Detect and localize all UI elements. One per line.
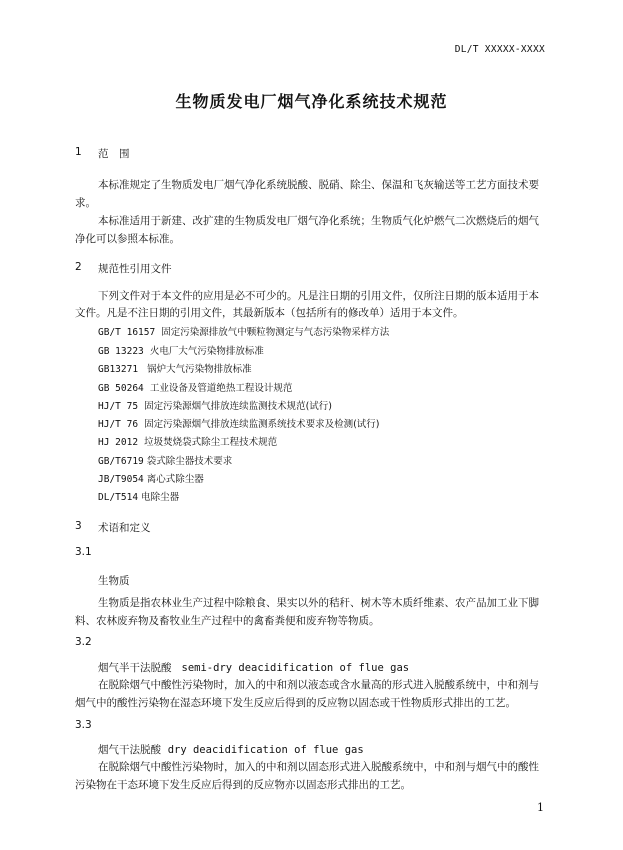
reference-code: GB 13223 [98, 346, 144, 357]
reference-item [98, 398, 332, 412]
reference-code: HJ/T 76 [98, 419, 139, 430]
term-1-name: 生物质 [98, 575, 130, 587]
term-2-number: 3.2 [75, 636, 92, 648]
term-3-definition-line-1: 在脱除烟气中酸性污染物时，加入的中和剂以固态形式进入脱酸系统中，中和剂与烟气中的酸性 [98, 761, 539, 773]
reference-name: 固定污染源排放气中颗粒物测定与气态污染物采样方法 [161, 327, 390, 338]
term-2-name-zh: 烟气半干法脱酸 [98, 662, 172, 674]
term-3-name-en: dry deacidification of flue gas [167, 744, 364, 756]
section-2-paragraph-line-2: 文件。凡是不注日期的引用文件，其最新版本（包括所有的修改单）适用于本文件。 [75, 307, 464, 319]
reference-code: JB/T9054 [98, 474, 144, 485]
page-number: 1 [537, 801, 544, 814]
term-2-name-en: semi-dry deacidification of flue gas [181, 662, 410, 674]
reference-name: 固定污染源烟气排放连续监测系统技术要求及检测(试行) [144, 419, 380, 430]
reference-name: 锅炉大气污染物排放标准 [147, 364, 252, 375]
term-3-name-zh: 烟气干法脱酸 [98, 744, 161, 756]
section-1-paragraph-1-line-2: 求。 [75, 197, 96, 209]
section-2-title: 规范性引用文件 [98, 263, 172, 275]
reference-name: 离心式除尘器 [146, 474, 204, 485]
term-3-name [98, 742, 364, 757]
section-3-number: 3 [75, 520, 82, 532]
term-2-definition-line-1: 在脱除烟气中酸性污染物时，加入的中和剂以液态或含水量高的形式进入脱酸系统中，中和剂与 [98, 679, 539, 691]
section-1-paragraph-2-line-2: 净化可以参照本标准。 [75, 233, 180, 245]
term-2-definition-line-2: 烟气中的酸性污染物在湿态环境下发生反应后得到的反应物以固态或干性物质形式排出的工艺。 [75, 697, 516, 709]
term-2-name [98, 660, 409, 675]
reference-item [98, 453, 232, 467]
reference-code: GB13271 [98, 364, 139, 375]
section-1-paragraph-2-line-1: 本标准适用于新建、改扩建的生物质发电厂烟气净化系统；生物质气化炉燃气二次燃烧后的烟气 [98, 215, 539, 227]
section-1-title: 范 围 [98, 148, 130, 160]
term-3-definition-line-2: 污染物在干态环境下发生反应后得到的反应物亦以固态形式排出的工艺。 [75, 779, 411, 791]
document-title: 生物质发电厂烟气净化系统技术规范 [175, 92, 448, 111]
reference-item [98, 434, 277, 448]
term-1-number: 3.1 [75, 546, 92, 558]
reference-item [98, 416, 380, 430]
reference-name: 工业设备及管道绝热工程设计规范 [149, 383, 293, 394]
term-1-definition-line-1: 生物质是指农林业生产过程中除粮食、果实以外的秸秆、树木等木质纤维素、农产品加工业下脚 [98, 597, 539, 609]
reference-code: GB 50264 [98, 383, 144, 394]
reference-name: 袋式除尘器技术要求 [146, 456, 233, 467]
document-code: DL/T XXXXX-XXXX [454, 44, 545, 55]
reference-code: HJ 2012 [98, 437, 139, 448]
term-1-definition-line-2: 料、农林废弃物及畜牧业生产过程中的禽畜粪便和废弃物等物质。 [75, 615, 380, 627]
term-3-number: 3.3 [75, 719, 92, 731]
section-2-paragraph-line-1: 下列文件对于本文件的应用是必不可少的。凡是注日期的引用文件，仅所注日期的版本适用于本 [98, 290, 539, 302]
reference-code: DL/T514 [98, 492, 139, 503]
reference-item [98, 489, 179, 503]
reference-name: 固定污染源烟气排放连续监测技术规范(试行) [144, 401, 333, 412]
reference-name: 电除尘器 [141, 492, 180, 503]
reference-code: HJ/T 75 [98, 401, 139, 412]
reference-name: 垃圾焚烧袋式除尘工程技术规范 [144, 437, 278, 448]
reference-item [98, 343, 264, 357]
reference-item [98, 324, 389, 338]
reference-item [98, 471, 204, 485]
reference-code: GB/T6719 [98, 456, 144, 467]
section-3-title: 术语和定义 [98, 522, 151, 534]
reference-item [98, 380, 292, 394]
reference-code: GB/T 16157 [98, 327, 156, 338]
reference-item [98, 361, 252, 375]
section-1-number: 1 [75, 146, 82, 158]
reference-name: 火电厂大气污染物排放标准 [149, 346, 264, 357]
section-1-paragraph-1-line-1: 本标准规定了生物质发电厂烟气净化系统脱酸、脱硝、除尘、保温和飞灰输送等工艺方面技术要 [98, 179, 539, 191]
section-2-number: 2 [75, 261, 82, 273]
